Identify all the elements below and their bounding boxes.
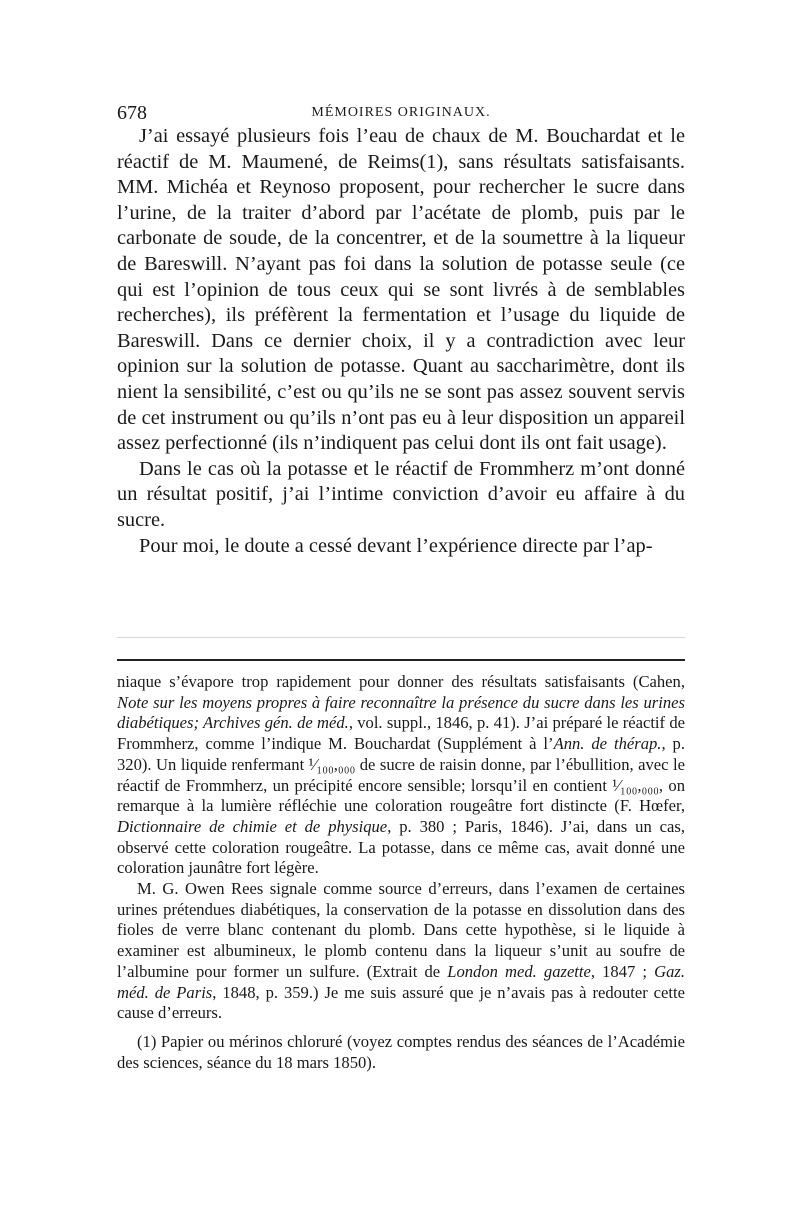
note-citation: Gaz. méd. de Paris xyxy=(117,961,685,1002)
note-text: , p. 380 ; Paris, 1846). J’ai, dans un cas, observé cette coloration rougeâtre. La potasse, dans ce même cas, avait donné une coloration jaunâtre fort légère. xyxy=(117,816,685,878)
note-continuation xyxy=(117,672,685,879)
note-text: , vol. suppl., 1846, p. 41). J’ai préparé le réactif de Frommherz, comme l’indique M. Bouchardat (Supplément à l’ xyxy=(117,713,686,754)
running-title: MÉMOIRES ORIGINAUX. xyxy=(311,105,491,120)
note-citation: Note sur les moyens propres à faire reconnaître la présence du sucre dans les urines diabétiques; Archives gén. de méd. xyxy=(117,692,685,733)
note-text: M. G. Owen Rees signale comme source d’erreurs, dans l’examen de certaines urines prétendues diabétiques, la conservation de la potasse en dissolution dans des fioles de verre blanc contenant du plomb. Dans cette hypothèse, si le liquide à examiner est albumineux, le plomb contenu dans la liqueur s’unit au soufre de l’albumine pour former un sulfure. (Extrait de xyxy=(117,879,685,981)
body-paragraph-1: J’ai essayé plusieurs fois l’eau de chaux de M. Bouchardat et le réactif de M. Maumené, de Reims(1), sans résultats satisfaisants. MM. Michéa et Reynoso proposent, pour rechercher le sucre dans l’urine, de la traiter d’abord par l’acétate de plomb, puis par le carbonate de soude, de la concentrer, et de la soumettre à la liqueur de Bareswill. N’ayant pas foi dans la solution de potasse seule (ce qui est l’opinion de tous ceux qui se sont livrés à de semblables recherches), ils préfèrent la fermentation et l’usage du liquide de Bareswill. Dans ce dernier choix, il y a contradiction avec leur opinion sur la solution de potasse. Quant au saccharimètre, dont ils nient la sensibilité, c’est ou qu’ils ne se sont pas assez souvent servis de cet instrument ou qu’ils n’ont pas eu à leur disposition un appareil assez perfectionné (ils n’indiquent pas celui dont ils ont fait usage). xyxy=(117,125,685,455)
footnote-1: (1) Papier ou mérinos chloruré (voyez comptes rendus des séances de l’Académie des sciences, séance du 18 mars 1850). xyxy=(117,1031,685,1072)
page-number: 678 xyxy=(117,102,147,124)
note-citation: Ann. de thérap. xyxy=(553,734,662,754)
body-paragraph-3: Pour moi, le doute a cessé devant l’expérience directe par l’ap- xyxy=(139,534,653,557)
note-text: , p. 320). Un liquide renfermant ¹⁄₁₀₀,₀₀₀ de sucre de raisin donne, par l’ébullition, avec le réactif de Frommherz, un précipité encore sensible; lorsqu’il en contient ¹⁄₁₀₀,₀₀₀, on remarque à la lumière réfléchie une coloration rougeâtre fort distincte (F. Hœfer, xyxy=(117,734,685,816)
main-text xyxy=(117,124,685,559)
page-header xyxy=(117,100,685,126)
note-citation: London med. gazette xyxy=(447,961,591,981)
note-citation: Dictionnaire de chimie et de physique xyxy=(117,816,388,836)
footnotes xyxy=(117,672,685,1073)
note-text: , 1847 ; xyxy=(590,961,655,981)
note-text: , 1848, p. 359.) Je me suis assuré que je n’avais pas à redouter cette cause d’erreurs. xyxy=(117,982,685,1023)
body-paragraph-2: Dans le cas où la potasse et le réactif de Frommherz m’ont donné un résultat positif, j’ai l’intime conviction d’avoir eu affaire à du sucre. xyxy=(117,457,685,531)
note-text: niaque s’évapore trop rapidement pour donner des résultats satisfaisants (Cahen, xyxy=(117,672,685,691)
footnote-divider xyxy=(117,659,685,661)
note-paragraph-rees xyxy=(117,879,685,1024)
faint-divider xyxy=(117,637,685,638)
